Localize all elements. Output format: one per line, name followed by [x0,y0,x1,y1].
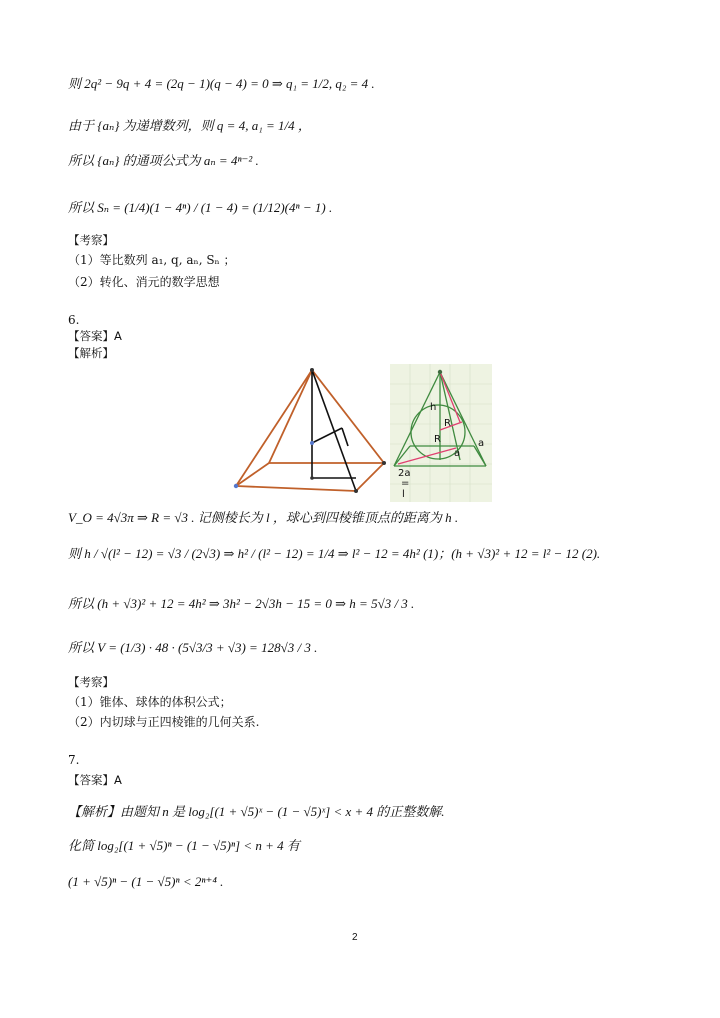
text-volume-radius: V_O = 4√3π ⇒ R = √3 . 记侧棱长为 l ，球心到四棱锥顶点的距离为 h . [68,510,459,525]
equation-inequality: (1 + √5)ⁿ − (1 − √5)ⁿ < 2ⁿ⁺⁴ . [68,874,224,889]
page-number: 2 [352,932,358,943]
kaocha-2-item-1: （1）锥体、球体的体积公式； [68,695,232,709]
sketch-label-r1: R [444,418,451,429]
kaocha-2-item-2: （2）内切球与正四棱锥的几何关系. [68,715,260,729]
equation-solve-h: 所以 (h + √3)² + 12 = 4h² ⇒ 3h² − 2√3h − 15 = 0 ⇒ h = 5√3 / 3 . [68,596,415,611]
question-number-7: 7. [68,753,80,767]
text-jiexi-7: 【解析】由题知 n 是 log₂[(1 + √5)ˣ − (1 − √5)ˣ] < x + 4 的正整数解. [68,804,445,819]
equation-ratio-h: 则 h / √(l² − 12) = √3 / (2√3) ⇒ h² / (l² − 12) = 1/4 ⇒ l² − 12 = 4h² (1)；(h + √3)² + 12 = l² − 12 (2). [68,546,601,561]
answer-7: 【答案】A [68,773,122,787]
equation-simplify-log: 化简 log₂[(1 + √5)ⁿ − (1 − √5)ⁿ] < n + 4 有 [68,838,300,853]
answer-6: 【答案】A [68,329,122,343]
sketch-label-a1: a [478,438,485,449]
sketch-label-a2: a [454,448,461,459]
equation-quadratic-factor: 则 2q² − 9q + 4 = (2q − 1)(q − 4) = 0 ⇒ q₁ = 1/2, q₂ = 4 . [68,76,375,91]
kaocha-1-item-2: （2）转化、消元的数学思想 [68,275,220,289]
pyramid-figure [232,366,392,496]
equation-sum-sn: 所以 Sₙ = (1/4)(1 − 4ⁿ) / (1 − 4) = (1/12)(4ⁿ − 1) . [68,200,333,215]
sketch-label-r2: R [434,434,441,445]
heading-kaocha-1: 【考察】 [68,233,114,247]
text-general-term: 所以 {aₙ} 的通项公式为 aₙ = 4ⁿ⁻² . [68,153,259,168]
equation-volume-v: 所以 V = (1/3) · 48 · (5√3/3 + √3) = 128√3 / 3 . [68,640,318,655]
text-increasing-sequence: 由于 {aₙ} 为递增数列，则 q = 4, a₁ = 1/4 ， [68,118,311,133]
kaocha-1-item-1: （1）等比数列 a₁, q, aₙ, Sₙ ； [68,253,236,267]
heading-jiexi-6: 【解析】 [68,346,114,360]
sketch-label-2a: 2a [398,468,411,479]
sketch-figure [390,364,492,502]
sketch-label-eq: = [401,478,410,489]
sketch-label-h: h [430,402,437,413]
sketch-label-l: l [402,489,405,500]
heading-kaocha-2: 【考察】 [68,675,114,689]
question-number-6: 6. [68,313,80,327]
